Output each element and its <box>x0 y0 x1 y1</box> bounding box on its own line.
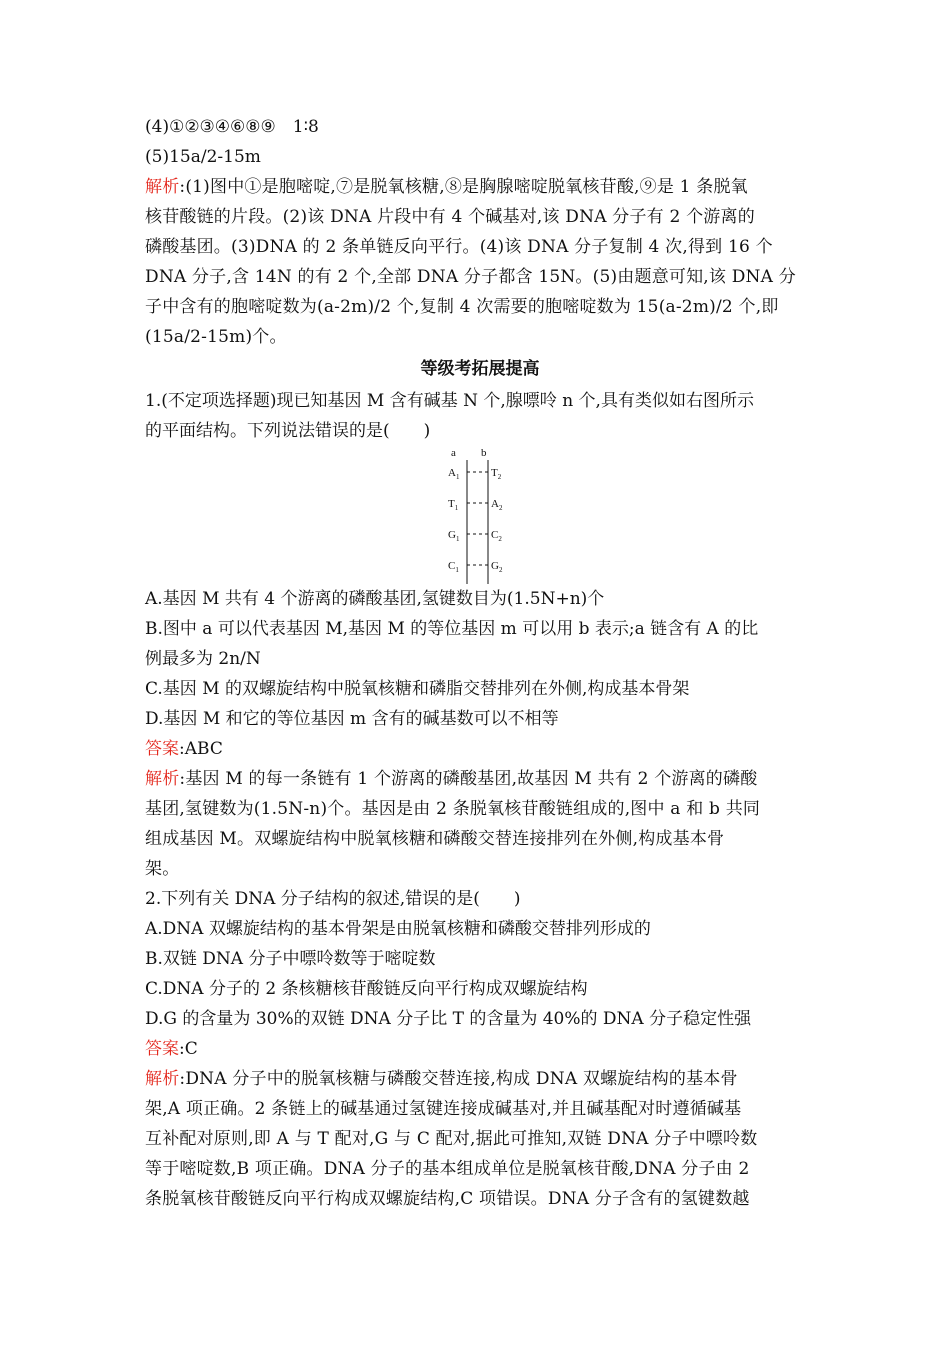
page-content <box>145 112 815 1214</box>
explanation-label: 解析 <box>145 177 180 197</box>
prev-explanation-line: DNA 分子,含 14N 的有 2 个,全部 DNA 分子都含 15N。(5)由题意可知,该 DNA 分 <box>145 267 796 287</box>
base-right: $A_2$ <box>491 498 503 512</box>
q1-explanation-line: 组成基因 M。双螺旋结构中脱氧核糖和磷酸交替连接排列在外侧,构成基本骨 <box>145 829 725 849</box>
q2-stem: 2.下列有关 DNA 分子结构的叙述,错误的是( ) <box>145 889 521 909</box>
prev-explanation-line: 磷酸基团。(3)DNA 的 2 条单链反向平行。(4)该 DNA 分子复制 4 次,得到 16 个 <box>145 237 773 257</box>
q2-option-b: B.双链 DNA 分子中嘌呤数等于嘧啶数 <box>145 949 436 969</box>
q1-explanation-line: 基团,氢键数为(1.5N-n)个。基因是由 2 条脱氧核苷酸链组成的,图中 a 和 b 共同 <box>145 799 761 819</box>
base-left: $A_1$ <box>448 467 460 481</box>
base-right: $T_2$ <box>491 467 502 481</box>
q1-answer: 答案:ABC <box>145 739 223 759</box>
base-right: $C_2$ <box>491 529 502 543</box>
q1-option-d: D.基因 M 和它的等位基因 m 含有的碱基数可以不相等 <box>145 709 559 729</box>
q1-option-b: B.图中 a 可以代表基因 M,基因 M 的等位基因 m 可以用 b 表示;a 链含有 A 的比 <box>145 619 759 639</box>
q2-explanation-line: 架,A 项正确。2 条链上的碱基通过氢键连接成碱基对,并且碱基配对时遵循碱基 <box>145 1099 742 1119</box>
prev-explanation-line: 核苷酸链的片段。(2)该 DNA 片段中有 4 个碱基对,该 DNA 分子有 2 个游离的 <box>145 207 755 227</box>
q1-stem: 1.(不定项选择题)现已知基因 M 含有碱基 N 个,腺嘌呤 n 个,具有类似如右图所示 <box>145 391 754 411</box>
q2-answer: 答案:C <box>145 1039 198 1059</box>
base-pair-row <box>448 498 503 512</box>
q2-option-a: A.DNA 双螺旋结构的基本骨架是由脱氧核糖和磷酸交替排列形成的 <box>145 919 651 939</box>
prev-explanation-line: 子中含有的胞嘧啶数为(a-2m)/2 个,复制 4 次需要的胞嘧啶数为 15(a-2m)/2 个,即 <box>145 297 779 317</box>
dna-strand-figure <box>145 446 815 584</box>
q1-explanation-line: 解析:基因 M 的每一条链有 1 个游离的磷酸基团,故基因 M 共有 2 个游离的磷酸 <box>145 769 758 789</box>
strand-label-b: b <box>481 447 487 459</box>
answer-label: 答案 <box>145 1039 179 1059</box>
base-pair-row <box>448 560 503 574</box>
q1-option-a: A.基因 M 共有 4 个游离的磷酸基团,氢键数目为(1.5N+n)个 <box>145 589 605 609</box>
prev-explanation-line: 解析:(1)图中①是胞嘧啶,⑦是脱氧核糖,⑧是胸腺嘧啶脱氧核苷酸,⑨是 1 条脱氧 <box>145 177 748 197</box>
q1-stem: 的平面结构。下列说法错误的是( ) <box>145 421 431 441</box>
q2-explanation-line: 解析:DNA 分子中的脱氧核糖与磷酸交替连接,构成 DNA 双螺旋结构的基本骨 <box>145 1069 738 1089</box>
q1-option-b-cont: 例最多为 2n/N <box>145 649 261 669</box>
q2-explanation-line: 等于嘧啶数,B 项正确。DNA 分子的基本组成单位是脱氧核苷酸,DNA 分子由 2 <box>145 1159 750 1179</box>
prev-answer-4: (4)①②③④⑥⑧⑨ 1∶8 <box>145 117 319 137</box>
q2-option-c: C.DNA 分子的 2 条核糖核苷酸链反向平行构成双螺旋结构 <box>145 979 588 999</box>
explanation-label: 解析 <box>145 1069 180 1089</box>
explanation-label: 解析 <box>145 769 180 789</box>
base-left: $C_1$ <box>448 560 459 574</box>
q2-explanation-line: 互补配对原则,即 A 与 T 配对,G 与 C 配对,据此可推知,双链 DNA 分子中嘌呤数 <box>145 1129 758 1149</box>
base-left: $T_1$ <box>448 498 459 512</box>
dna-strand-diagram <box>145 446 815 584</box>
q1-option-c: C.基因 M 的双螺旋结构中脱氧核糖和磷脂交替排列在外侧,构成基本骨架 <box>145 679 690 699</box>
answer-label: 答案 <box>145 739 179 759</box>
prev-answer-5: (5)15a/2-15m <box>145 147 261 167</box>
base-right: $G_2$ <box>491 560 503 574</box>
prev-explanation-line: (15a/2-15m)个。 <box>145 327 287 347</box>
base-pair-row <box>448 467 502 481</box>
base-left: $G_1$ <box>448 529 460 543</box>
section-title: 等级考拓展提高 <box>420 359 540 379</box>
strand-label-a: a <box>451 447 456 459</box>
q2-option-d: D.G 的含量为 30%的双链 DNA 分子比 T 的含量为 40%的 DNA 分子稳定性强 <box>145 1009 752 1029</box>
q1-explanation-line: 架。 <box>145 859 180 879</box>
base-pair-row <box>448 529 502 543</box>
q2-explanation-line: 条脱氧核苷酸链反向平行构成双螺旋结构,C 项错误。DNA 分子含有的氢键数越 <box>145 1189 750 1209</box>
